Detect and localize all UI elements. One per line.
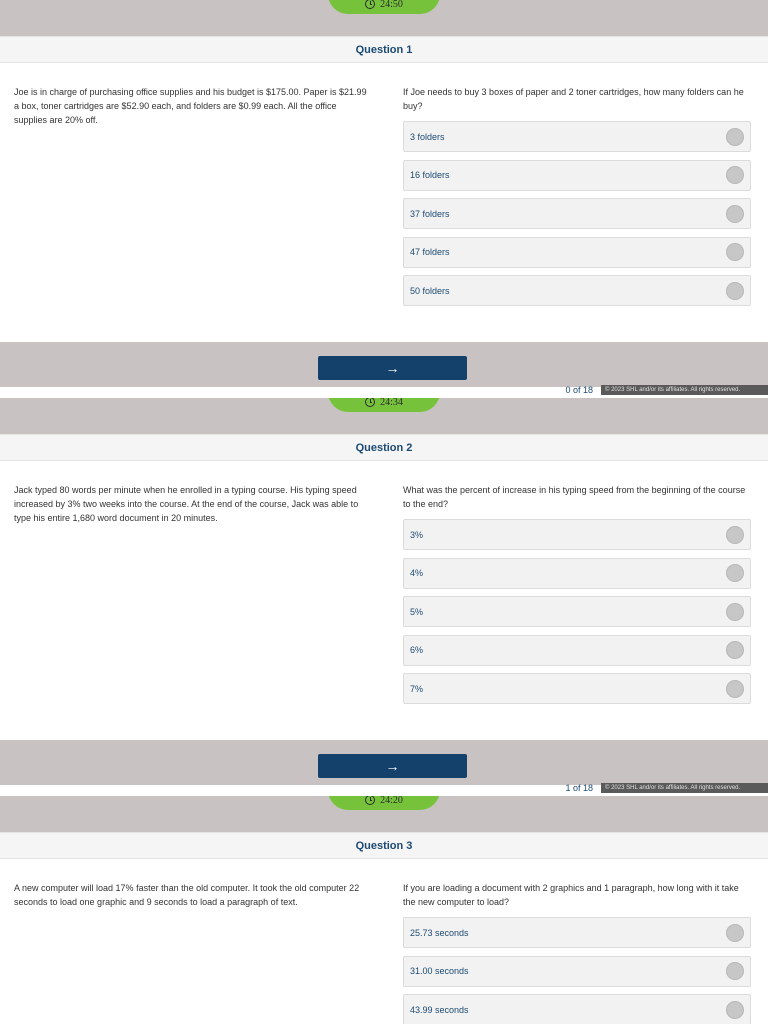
timer-value: 24:34	[380, 398, 403, 408]
question-title: Question 2	[0, 434, 768, 461]
timer	[328, 0, 440, 14]
radio-button[interactable]	[726, 282, 744, 300]
clock-icon	[365, 0, 375, 9]
radio-button[interactable]	[726, 166, 744, 184]
radio-button[interactable]	[726, 962, 744, 980]
top-bar	[0, 796, 768, 832]
question-title: Question 1	[0, 36, 768, 63]
answer-label: 6%	[410, 645, 424, 655]
clock-icon	[365, 398, 375, 407]
radio-button[interactable]	[726, 243, 744, 261]
footer-bar	[0, 740, 768, 793]
radio-button[interactable]	[726, 1001, 744, 1019]
answer-option[interactable]	[403, 673, 751, 704]
answer-option[interactable]	[403, 635, 751, 666]
radio-button[interactable]	[726, 205, 744, 223]
question-stimulus: A new computer will load 17% faster than the old computer. It took the old computer 22 seconds to load one graphic and 9 seconds to load a paragraph of text.	[14, 883, 360, 907]
copyright-text: © 2023 SHL and/or its affiliates. All rights reserved.	[601, 783, 768, 793]
radio-button[interactable]	[726, 564, 744, 582]
answer-label: 25.73 seconds	[410, 927, 469, 938]
next-button[interactable]: →	[318, 356, 467, 380]
answer-options	[403, 519, 751, 712]
answer-label: 5%	[410, 606, 424, 617]
clock-icon	[365, 796, 375, 805]
question-title: Question 3	[0, 832, 768, 859]
radio-button[interactable]	[726, 680, 744, 698]
copyright-text: © 2023 SHL and/or its affiliates. All rights reserved.	[601, 385, 768, 395]
question-panel-2	[0, 398, 768, 796]
question-panel-1	[0, 0, 768, 398]
answer-label: 4%	[410, 568, 424, 578]
answer-label: 7%	[410, 683, 424, 694]
question-prompt: What was the percent of increase in his typing speed from the beginning of the course to the end?	[403, 485, 746, 509]
answer-label: 43.99 seconds	[410, 1004, 469, 1015]
answer-label: 47 folders	[410, 247, 450, 257]
progress-text: 0 of 18	[565, 385, 593, 395]
question-prompt: If you are loading a document with 2 graphics and 1 paragraph, how long with it take the new computer to load?	[403, 883, 739, 907]
radio-button[interactable]	[726, 603, 744, 621]
question-stimulus: Joe is in charge of purchasing office supplies and his budget is $175.00. Paper is $21.99 a box, toner cartridges are $52.90 each, and folders are $0.99 each. All the office supplies are 20% off.	[14, 87, 367, 125]
radio-button[interactable]	[726, 128, 744, 146]
answer-option[interactable]	[403, 558, 751, 589]
progress-text: 1 of 18	[565, 783, 593, 793]
answer-options	[403, 917, 751, 1024]
answer-label: 37 folders	[410, 208, 450, 219]
answer-option[interactable]	[403, 917, 751, 948]
question-stimulus: Jack typed 80 words per minute when he enrolled in a typing course. His typing speed increased by 3% two weeks into the course. At the end of the course, Jack was able to type his entire 1,680 word document in 20 minutes.	[14, 485, 359, 523]
answer-option[interactable]	[403, 237, 751, 268]
timer-value: 24:20	[380, 796, 403, 806]
answer-label: 3 folders	[410, 131, 445, 142]
answer-label: 50 folders	[410, 285, 450, 296]
question-prompt: If Joe needs to buy 3 boxes of paper and 2 toner cartridges, how many folders can he buy?	[403, 87, 744, 111]
timer	[328, 398, 440, 412]
radio-button[interactable]	[726, 641, 744, 659]
radio-button[interactable]	[726, 924, 744, 942]
answer-option[interactable]	[403, 121, 751, 152]
answer-option[interactable]	[403, 519, 751, 550]
question-panel-3	[0, 796, 768, 1024]
answer-options	[403, 121, 751, 314]
footer-bar	[0, 342, 768, 395]
next-button[interactable]: →	[318, 754, 467, 778]
top-bar	[0, 398, 768, 434]
timer	[328, 796, 440, 810]
answer-option[interactable]	[403, 994, 751, 1024]
answer-option[interactable]	[403, 596, 751, 627]
answer-label: 3%	[410, 529, 424, 540]
answer-label: 16 folders	[410, 170, 450, 180]
timer-value: 24:50	[380, 0, 403, 10]
answer-label: 31.00 seconds	[410, 966, 469, 976]
answer-option[interactable]	[403, 275, 751, 306]
radio-button[interactable]	[726, 526, 744, 544]
answer-option[interactable]	[403, 160, 751, 191]
top-bar	[0, 0, 768, 36]
answer-option[interactable]	[403, 198, 751, 229]
answer-option[interactable]	[403, 956, 751, 987]
